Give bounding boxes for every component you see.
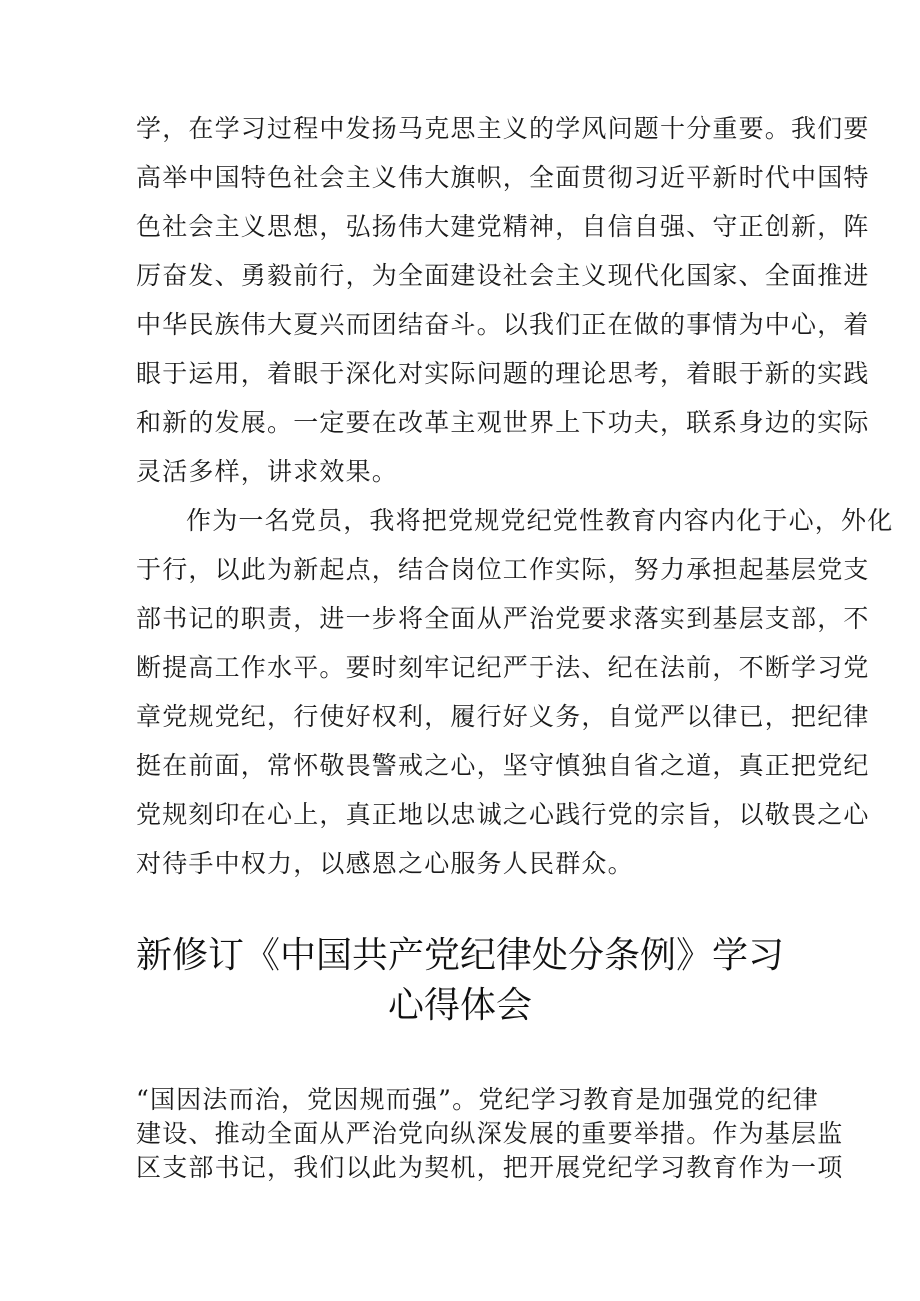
text-line: 部书记的职责，进一步将全面从严治党要求落实到基层支部，不	[136, 604, 870, 633]
text-line: 厉奋发、勇毅前行，为全面建设社会主义现代化国家、全面推进	[136, 261, 870, 290]
text-line: 区支部书记，我们以此为契机，把开展党纪学习教育作为一项	[136, 1153, 844, 1182]
text-line: 和新的发展。一定要在改革主观世界上下功夫，联系身边的实际	[136, 408, 870, 437]
text-line: 建设、推动全面从严治党向纵深发展的重要举措。作为基层监	[136, 1119, 844, 1148]
title-line-2: 心得体会	[387, 985, 532, 1026]
text-line: 挺在前面，常怀敬畏警戒之心，坚守慎独自省之道，真正把党纪	[136, 751, 870, 780]
text-line: 中华民族伟大夏兴而团结奋斗。以我们正在做的事情为中心，着	[136, 310, 870, 339]
text-line: 党规刻印在心上，真正地以忠诚之心践行党的宗旨，以敬畏之心	[136, 800, 870, 829]
text-line: 章党规党纪，行使好权利，履行好义务，自觉严以律已，把纪律	[136, 702, 870, 731]
text-line: 对待手中权力，以感恩之心服务人民群众。	[136, 849, 634, 878]
text-line: 作为一名党员，我将把党规党纪党性教育内容内化于心，外化	[186, 506, 894, 535]
text-line: “国因法而治，党因规而强”。党纪学习教育是加强党的纪律	[136, 1085, 819, 1114]
text-line: 灵活多样，讲求效果。	[136, 457, 399, 486]
text-line: 色社会主义思想，弘扬伟大建党精神，自信自强、守正创新，阵	[136, 212, 870, 241]
title-line-1: 新修订《中国共产党纪律处分条例》学习	[135, 935, 784, 976]
text-line: 断提高工作水平。要时刻牢记纪严于法、纪在法前，不断学习党	[136, 653, 870, 682]
text-line: 高举中国特色社会主义伟大旗帜，全面贯彻习近平新时代中国特	[136, 163, 870, 192]
text-line: 眼于运用，着眼于深化对实际问题的理论思考，着眼于新的实践	[136, 359, 870, 388]
text-line: 学，在学习过程中发扬马克思主义的学风问题十分重要。我们要	[136, 114, 870, 143]
text-line: 于行，以此为新起点，结合岗位工作实际，努力承担起基层党支	[136, 555, 870, 584]
